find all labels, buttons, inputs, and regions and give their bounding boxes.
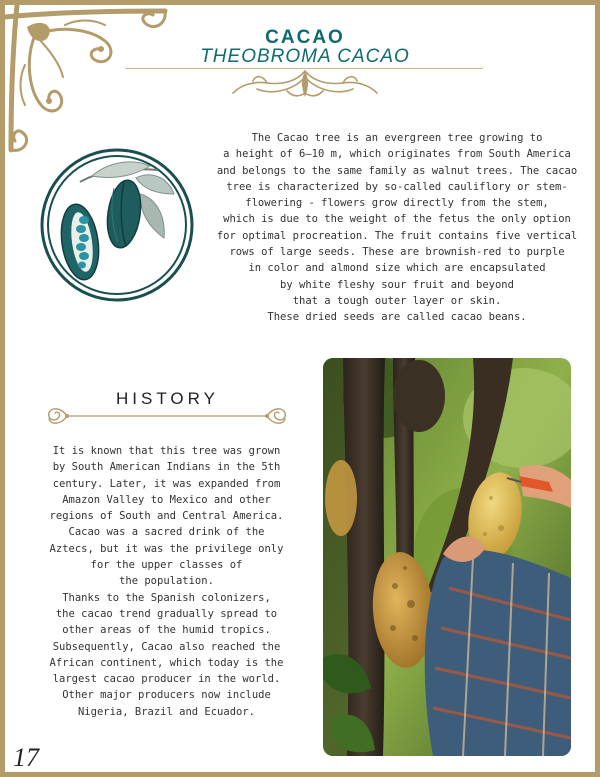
history-line: It is known that this tree was grown (52, 445, 281, 457)
history-line: Amazon Valley to Mexico and other (62, 493, 271, 506)
history-heading: HISTORY (116, 389, 219, 408)
intro-paragraph (205, 130, 589, 326)
title-ornament (227, 67, 383, 101)
intro-line: a height of 6–10 m, which originates from South America (223, 148, 571, 161)
history-line: the population. (119, 575, 214, 588)
history-divider-ornament (43, 403, 291, 429)
history-line: other areas of the humid tropics. (62, 624, 271, 637)
page-title: CACAO (265, 27, 345, 48)
history-line: Cacao was a sacred drink of the (68, 526, 265, 539)
intro-line: for optimal procreation. The fruit contains five vertical (216, 229, 578, 242)
cacao-harvest-photo (323, 358, 571, 756)
history-line: largest cacao producer in the world. (52, 673, 281, 686)
history-line: for the upper classes of (90, 559, 243, 572)
history-line: the cacao trend gradually spread to (55, 607, 278, 620)
intro-line: These dried seeds are called cacao beans. (267, 311, 527, 324)
intro-line: rows of large seeds. These are brownish-red to purple (229, 246, 565, 259)
history-line: Aztecs, but it was the privilege only (49, 542, 284, 555)
intro-line: The Cacao tree is an evergreen tree growing to (251, 132, 543, 144)
intro-line: flowering - flowers grow directly from the stem, (245, 197, 549, 210)
cacao-pod-illustration (40, 148, 195, 303)
history-line: Other major producers now include (62, 689, 271, 702)
intro-line: tree is characterized by so-called cauliflory or stem- (226, 180, 568, 193)
history-line: regions of South and Central America. (49, 510, 284, 523)
intro-line: which is due to the weight of the fetus the only option (223, 213, 571, 226)
history-line: African continent, which today is the (49, 656, 284, 669)
history-line: Subsequently, Cacao also reached the (52, 640, 281, 653)
page-subtitle: THEOBROMA CACAO (200, 46, 410, 67)
history-paragraph (35, 443, 298, 720)
intro-line: and belongs to the same family as walnut trees. The cacao (216, 164, 578, 177)
page-number: 17 (13, 743, 39, 772)
history-line: Thanks to the Spanish colonizers, (62, 591, 271, 604)
intro-line: in color and almond size which are encapsulated (248, 262, 546, 275)
intro-line: by white fleshy sour fruit and beyond (280, 278, 514, 291)
history-line: century. Later, it was expanded from (52, 477, 281, 490)
intro-line: that a tough outer layer or skin. (292, 294, 502, 307)
history-line: Nigeria, Brazil and Ecuador. (77, 705, 255, 718)
history-line: by South American Indians in the 5th (52, 461, 281, 474)
